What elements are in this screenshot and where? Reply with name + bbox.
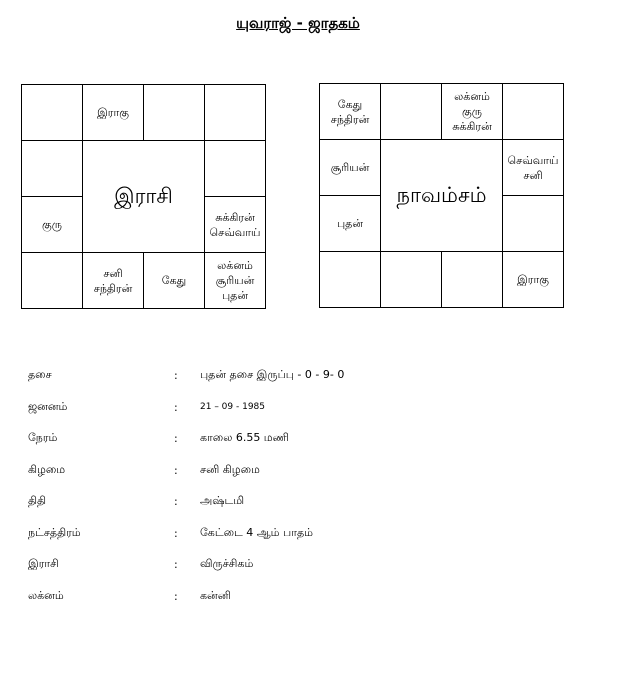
- chart-house: [22, 141, 83, 197]
- planet-label: சுக்கிரன்: [215, 210, 255, 224]
- chart-house: [22, 85, 83, 141]
- detail-row: [28, 455, 588, 487]
- detail-value: புதன் தசை இருப்பு - 0 - 9- 0: [200, 368, 345, 382]
- detail-row: [28, 581, 588, 613]
- detail-value: சனி கிழமை: [200, 462, 260, 476]
- planet-label: சூரியன்: [330, 161, 370, 174]
- detail-row: [28, 549, 588, 581]
- planet-label: குரு: [462, 105, 482, 118]
- page-title: யுவராஜ் - ஜாதகம்: [236, 14, 360, 32]
- detail-label: கிழமை: [28, 462, 66, 476]
- detail-label: நேரம்: [28, 431, 58, 445]
- planet-label: செவ்வாய்: [209, 225, 261, 239]
- detail-separator: :: [174, 495, 178, 509]
- chart-house: [83, 253, 144, 309]
- rasi-chart: [21, 84, 266, 309]
- chart-house: [205, 253, 266, 309]
- chart-center-title: இராசி: [83, 141, 205, 253]
- planet-label: செவ்வாய்: [507, 153, 559, 167]
- planet-label: சுக்கிரன்: [452, 120, 492, 133]
- planet-label: கேது: [161, 274, 187, 287]
- chart-house: [22, 253, 83, 309]
- detail-label: திதி: [28, 494, 47, 508]
- chart-house: [503, 84, 564, 140]
- horoscope-details: [28, 360, 588, 612]
- chart-house: [205, 141, 266, 197]
- chart-house: [205, 197, 266, 253]
- detail-value: கன்னி: [200, 588, 231, 602]
- planet-label: சந்திரன்: [93, 281, 133, 295]
- chart-house: [320, 84, 381, 140]
- navamsam-chart: [319, 83, 564, 308]
- detail-value: 21 – 09 - 1985: [200, 402, 265, 413]
- planet-label: சனி: [103, 266, 123, 280]
- detail-row: [28, 360, 588, 392]
- chart-center-title: நாவம்சம்: [381, 140, 503, 252]
- planet-label: புதன்: [336, 217, 364, 230]
- planet-label: சூரியன்: [215, 274, 255, 287]
- chart-house: [320, 196, 381, 252]
- detail-label: லக்னம்: [28, 588, 64, 602]
- chart-house: [503, 196, 564, 252]
- detail-row: [28, 392, 588, 424]
- detail-separator: :: [174, 369, 178, 383]
- chart-house: [503, 140, 564, 196]
- detail-value: விருச்சிகம்: [200, 557, 254, 571]
- detail-separator: :: [174, 558, 178, 572]
- detail-separator: :: [174, 432, 178, 446]
- planet-label: இராகு: [97, 106, 129, 119]
- detail-value: காலை 6.55 மணி: [200, 431, 290, 445]
- planet-label: லக்னம்: [454, 90, 490, 103]
- chart-house: [205, 85, 266, 141]
- chart-house: [144, 85, 205, 141]
- chart-house: [144, 253, 205, 309]
- chart-house: [503, 252, 564, 308]
- detail-separator: :: [174, 526, 178, 540]
- chart-house: [320, 252, 381, 308]
- detail-label: இராசி: [28, 557, 59, 571]
- detail-label: தசை: [28, 368, 52, 382]
- planet-label: இராகு: [517, 273, 549, 286]
- planet-label: குரு: [42, 218, 62, 231]
- detail-separator: :: [174, 400, 178, 414]
- detail-label: ஜனனம்: [28, 399, 68, 413]
- chart-house: [442, 84, 503, 140]
- detail-row: [28, 423, 588, 455]
- chart-house: [442, 252, 503, 308]
- detail-value: அஷ்டமி: [200, 494, 245, 508]
- detail-label: நட்சத்திரம்: [28, 525, 81, 539]
- planet-label: சந்திரன்: [330, 112, 370, 126]
- chart-house: [22, 197, 83, 253]
- detail-value: கேட்டை 4 ஆம் பாதம்: [200, 525, 313, 539]
- planet-label: லக்னம்: [217, 259, 253, 272]
- chart-house: [83, 85, 144, 141]
- chart-house: [381, 252, 442, 308]
- detail-row: [28, 518, 588, 550]
- detail-row: [28, 486, 588, 518]
- detail-separator: :: [174, 463, 178, 477]
- planet-label: கேது: [337, 97, 363, 111]
- planet-label: புதன்: [221, 289, 249, 302]
- chart-house: [381, 84, 442, 140]
- planet-label: சனி: [523, 168, 543, 182]
- detail-separator: :: [174, 589, 178, 603]
- chart-house: [320, 140, 381, 196]
